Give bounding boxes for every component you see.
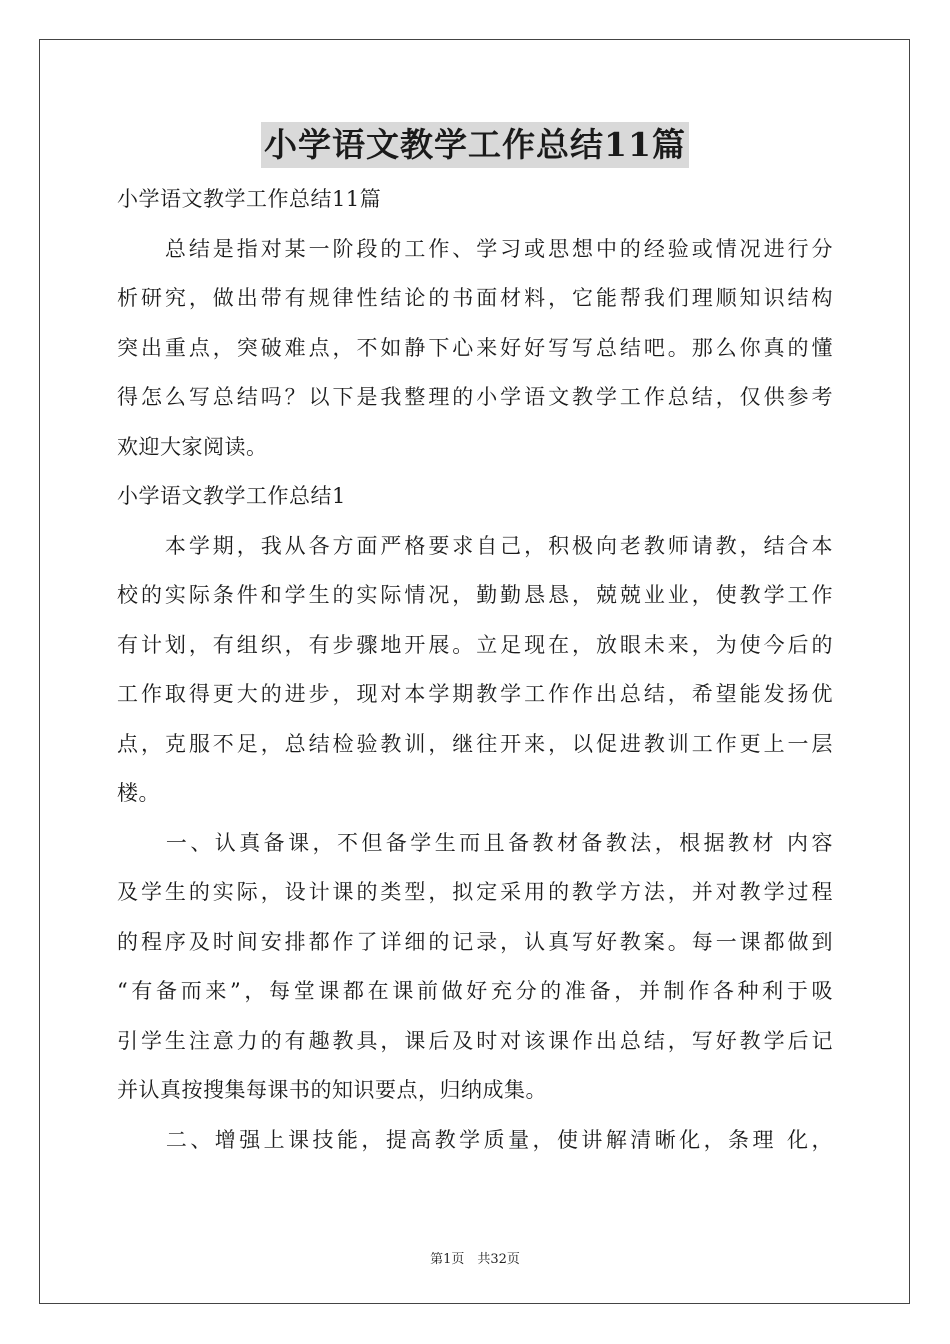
intro-line: 突出重点，突破难点，不如静下心来好好写写总结吧。那么你真的懂 <box>117 335 833 360</box>
paragraph-line: 本学期，我从各方面严格要求自己，积极向老教师请教，结合本 <box>117 533 833 558</box>
section-heading: 小学语文教学工作总结1 <box>117 484 346 508</box>
subtitle: 小学语文教学工作总结11篇 <box>117 187 382 211</box>
paragraph-line: 二、增强上课技能，提高教学质量，使讲解清晰化，条理 化， <box>117 1127 833 1152</box>
paragraph-line: 点，克服不足，总结检验教训，继往开来，以促进教训工作更上一层 <box>117 731 833 756</box>
paragraph-line: 楼。 <box>117 781 160 805</box>
intro-line: 析研究，做出带有规律性结论的书面材料，它能帮我们理顺知识结构 <box>117 286 833 310</box>
document-title: 小学语文教学工作总结11篇 <box>261 122 689 168</box>
intro-line: 得怎么写总结吗？以下是我整理的小学语文教学工作总结，仅供参考 <box>117 385 833 409</box>
paragraph-line: 引学生注意力的有趣教具，课后及时对该课作出总结，写好教学后记 <box>117 1028 833 1053</box>
paragraph-line: 的程序及时间安排都作了详细的记录，认真写好教案。每一课都做到 <box>117 929 833 954</box>
paragraph-line: 工作取得更大的进步，现对本学期教学工作作出总结，希望能发扬优 <box>117 682 833 706</box>
page-footer: 第1页 共32页 <box>430 1252 520 1267</box>
paragraph-line: 有计划，有组织，有步骤地开展。立足现在，放眼未来，为使今后的 <box>117 632 833 657</box>
intro-line: 欢迎大家阅读。 <box>117 434 268 459</box>
paragraph-line: “有备而来”，每堂课都在课前做好充分的准备，并制作各种利于吸 <box>117 979 833 1003</box>
paragraph-line: 校的实际条件和学生的实际情况，勤勤恳恳，兢兢业业，使教学工作 <box>117 583 833 607</box>
paragraph-line: 一、认真备课，不但备学生而且备教材备教法，根据教材 内容 <box>117 830 833 855</box>
intro-line: 总结是指对某一阶段的工作、学习或思想中的经验或情况进行分 <box>117 236 833 261</box>
paragraph-line: 及学生的实际，设计课的类型，拟定采用的教学方法，并对教学过程 <box>117 880 833 904</box>
title-wrap <box>0 122 950 168</box>
paragraph-line: 并认真按搜集每课书的知识要点，归纳成集。 <box>117 1078 547 1102</box>
document-body <box>117 175 833 1165</box>
